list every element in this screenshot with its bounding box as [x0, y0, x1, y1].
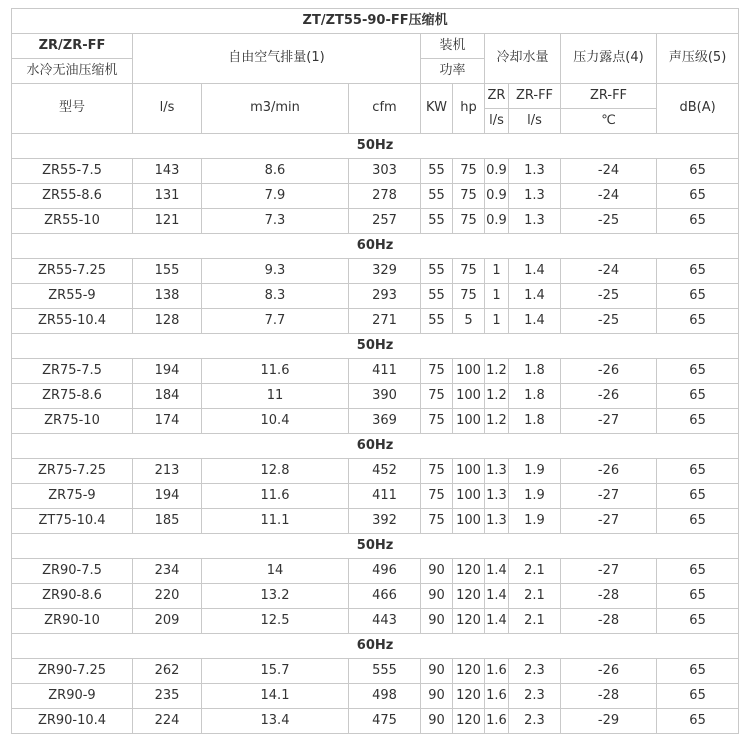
table-cell: 75 [421, 509, 453, 534]
table-row [12, 709, 739, 734]
table-cell: 209 [133, 609, 202, 634]
table-cell: 65 [657, 509, 739, 534]
table-cell: 1.6 [485, 684, 509, 709]
table-cell: 65 [657, 284, 739, 309]
table-cell: 329 [349, 259, 421, 284]
table-cell: 143 [133, 159, 202, 184]
table-cell: 100 [453, 384, 485, 409]
table-cell: 1.6 [485, 709, 509, 734]
db-col-header: dB(A) [657, 84, 739, 134]
table-cell: 11.1 [202, 509, 349, 534]
table-row [12, 384, 739, 409]
table-cell: 1.3 [509, 184, 561, 209]
table-cell: -25 [561, 209, 657, 234]
table-cell: 55 [421, 309, 453, 334]
table-cell: 1.4 [509, 309, 561, 334]
table-cell: 138 [133, 284, 202, 309]
table-cell: -26 [561, 659, 657, 684]
table-cell: 7.7 [202, 309, 349, 334]
zr-unit: l/s [485, 109, 509, 134]
table-cell: 1 [485, 259, 509, 284]
table-cell: ZR55-7.5 [12, 159, 133, 184]
table-cell: ZR90-9 [12, 684, 133, 709]
table-title: ZT/ZT55-90-FF压缩机 [12, 9, 739, 34]
table-cell: 100 [453, 509, 485, 534]
power-header-line1: 装机 [421, 34, 485, 59]
table-cell: 131 [133, 184, 202, 209]
kw-col-header: KW [421, 84, 453, 134]
table-cell: 1.4 [485, 584, 509, 609]
table-cell: 1.2 [485, 409, 509, 434]
table-cell: 278 [349, 184, 421, 209]
table-cell: 1.4 [485, 609, 509, 634]
table-cell: ZR90-7.5 [12, 559, 133, 584]
frequency-row [12, 634, 739, 659]
table-cell: 213 [133, 459, 202, 484]
table-cell: -25 [561, 284, 657, 309]
table-cell: 120 [453, 709, 485, 734]
table-cell: 262 [133, 659, 202, 684]
table-cell: 75 [421, 484, 453, 509]
table-cell: 184 [133, 384, 202, 409]
table-cell: 0.9 [485, 184, 509, 209]
table-row [12, 459, 739, 484]
frequency-label: 50Hz [12, 534, 739, 559]
model-col-header: 型号 [12, 84, 133, 134]
table-cell: 194 [133, 359, 202, 384]
header-row-2a [12, 84, 739, 109]
table-cell: ZR55-10 [12, 209, 133, 234]
table-cell: 55 [421, 184, 453, 209]
table-cell: 1.3 [509, 159, 561, 184]
table-cell: 475 [349, 709, 421, 734]
table-cell: 1.8 [509, 409, 561, 434]
table-cell: -26 [561, 384, 657, 409]
frequency-label: 60Hz [12, 234, 739, 259]
table-cell: 1.9 [509, 484, 561, 509]
table-cell: 11.6 [202, 484, 349, 509]
table-cell: 120 [453, 559, 485, 584]
table-cell: 55 [421, 259, 453, 284]
table-cell: 9.3 [202, 259, 349, 284]
table-cell: 303 [349, 159, 421, 184]
table-cell: 65 [657, 259, 739, 284]
table-cell: 90 [421, 559, 453, 584]
model-header-line2: 水冷无油压缩机 [12, 59, 133, 84]
frequency-row [12, 434, 739, 459]
table-cell: 1.4 [509, 259, 561, 284]
table-cell: ZR75-9 [12, 484, 133, 509]
table-cell: 1.3 [485, 484, 509, 509]
table-cell: 10.4 [202, 409, 349, 434]
table-cell: 224 [133, 709, 202, 734]
table-cell: 75 [421, 384, 453, 409]
table-cell: ZR55-9 [12, 284, 133, 309]
table-cell: -25 [561, 309, 657, 334]
table-cell: 496 [349, 559, 421, 584]
table-row [12, 359, 739, 384]
frequency-row [12, 534, 739, 559]
table-cell: 65 [657, 159, 739, 184]
table-cell: 75 [453, 159, 485, 184]
table-cell: 75 [421, 359, 453, 384]
table-row [12, 684, 739, 709]
table-cell: 120 [453, 659, 485, 684]
table-cell: 65 [657, 659, 739, 684]
table-cell: 100 [453, 409, 485, 434]
table-cell: 75 [453, 209, 485, 234]
table-cell: 411 [349, 359, 421, 384]
table-cell: 55 [421, 159, 453, 184]
table-cell: 65 [657, 459, 739, 484]
table-cell: 65 [657, 359, 739, 384]
header-row-1a [12, 34, 739, 59]
table-cell: 1.2 [485, 359, 509, 384]
table-cell: 2.3 [509, 684, 561, 709]
frequency-label: 50Hz [12, 134, 739, 159]
table-cell: ZR90-8.6 [12, 584, 133, 609]
table-cell: 390 [349, 384, 421, 409]
table-cell: 2.1 [509, 559, 561, 584]
table-cell: ZR75-10 [12, 409, 133, 434]
table-cell: 1.8 [509, 359, 561, 384]
pdp-zrff-col-header: ZR-FF [561, 84, 657, 109]
frequency-row [12, 234, 739, 259]
table-cell: ZT75-10.4 [12, 509, 133, 534]
table-cell: 75 [453, 259, 485, 284]
table-cell: -29 [561, 709, 657, 734]
table-cell: 1.4 [485, 559, 509, 584]
fad-header: 自由空气排量(1) [133, 34, 421, 84]
frequency-row [12, 334, 739, 359]
table-cell: -26 [561, 359, 657, 384]
table-cell: 392 [349, 509, 421, 534]
table-cell: 0.9 [485, 159, 509, 184]
table-cell: 257 [349, 209, 421, 234]
model-header-line1: ZR/ZR-FF [12, 34, 133, 59]
table-cell: 8.6 [202, 159, 349, 184]
table-row [12, 259, 739, 284]
frequency-label: 60Hz [12, 634, 739, 659]
table-cell: 235 [133, 684, 202, 709]
table-cell: 100 [453, 359, 485, 384]
table-cell: 11.6 [202, 359, 349, 384]
zr-col-header: ZR [485, 84, 509, 109]
frequency-row [12, 134, 739, 159]
table-cell: ZR55-7.25 [12, 259, 133, 284]
table-cell: 466 [349, 584, 421, 609]
cooling-header: 冷却水量 [485, 34, 561, 84]
power-header-line2: 功率 [421, 59, 485, 84]
table-cell: 5 [453, 309, 485, 334]
table-cell: 100 [453, 459, 485, 484]
table-cell: 55 [421, 209, 453, 234]
table-cell: 271 [349, 309, 421, 334]
table-row [12, 584, 739, 609]
table-cell: 185 [133, 509, 202, 534]
table-cell: 13.4 [202, 709, 349, 734]
pdp-unit: ℃ [561, 109, 657, 134]
table-cell: 75 [421, 459, 453, 484]
table-row [12, 309, 739, 334]
table-cell: 2.3 [509, 709, 561, 734]
table-cell: 75 [421, 409, 453, 434]
table-cell: 7.9 [202, 184, 349, 209]
table-cell: -27 [561, 559, 657, 584]
table-row [12, 184, 739, 209]
table-cell: 1.8 [509, 384, 561, 409]
table-cell: 12.8 [202, 459, 349, 484]
table-cell: 498 [349, 684, 421, 709]
cfm-col-header: cfm [349, 84, 421, 134]
table-cell: 194 [133, 484, 202, 509]
table-cell: 75 [453, 184, 485, 209]
table-cell: -28 [561, 609, 657, 634]
table-cell: 2.1 [509, 609, 561, 634]
table-cell: 65 [657, 584, 739, 609]
table-cell: 174 [133, 409, 202, 434]
table-cell: -27 [561, 484, 657, 509]
table-cell: -27 [561, 409, 657, 434]
table-cell: 1.3 [485, 509, 509, 534]
table-cell: ZR75-7.5 [12, 359, 133, 384]
table-cell: ZR55-10.4 [12, 309, 133, 334]
table-cell: ZR90-10.4 [12, 709, 133, 734]
table-cell: -27 [561, 509, 657, 534]
ls-col-header: l/s [133, 84, 202, 134]
table-cell: 155 [133, 259, 202, 284]
table-cell: 90 [421, 609, 453, 634]
table-cell: 2.1 [509, 584, 561, 609]
table-cell: 90 [421, 709, 453, 734]
table-cell: 65 [657, 684, 739, 709]
table-cell: 75 [453, 284, 485, 309]
table-cell: 234 [133, 559, 202, 584]
noise-header: 声压级(5) [657, 34, 739, 84]
table-cell: 14.1 [202, 684, 349, 709]
table-cell: 1.9 [509, 509, 561, 534]
table-cell: 443 [349, 609, 421, 634]
title-row [12, 9, 739, 34]
table-cell: 1 [485, 309, 509, 334]
table-row [12, 659, 739, 684]
table-row [12, 159, 739, 184]
table-cell: 90 [421, 584, 453, 609]
hp-col-header: hp [453, 84, 485, 134]
m3min-col-header: m3/min [202, 84, 349, 134]
table-cell: ZR90-10 [12, 609, 133, 634]
table-cell: 1.3 [509, 209, 561, 234]
table-cell: 65 [657, 409, 739, 434]
table-cell: 100 [453, 484, 485, 509]
zrff-col-header: ZR-FF [509, 84, 561, 109]
table-cell: 452 [349, 459, 421, 484]
table-cell: 293 [349, 284, 421, 309]
table-cell: 2.3 [509, 659, 561, 684]
table-cell: 65 [657, 309, 739, 334]
table-cell: ZR90-7.25 [12, 659, 133, 684]
table-cell: 555 [349, 659, 421, 684]
table-cell: -28 [561, 684, 657, 709]
table-cell: 15.7 [202, 659, 349, 684]
table-cell: 411 [349, 484, 421, 509]
table-cell: 1.9 [509, 459, 561, 484]
table-row [12, 559, 739, 584]
table-cell: 65 [657, 184, 739, 209]
table-cell: 120 [453, 684, 485, 709]
table-cell: 13.2 [202, 584, 349, 609]
spec-sheet [11, 8, 738, 734]
table-cell: 1.2 [485, 384, 509, 409]
table-cell: 1 [485, 284, 509, 309]
table-cell: 120 [453, 609, 485, 634]
table-cell: -24 [561, 259, 657, 284]
pdp-header: 压力露点(4) [561, 34, 657, 84]
table-cell: 65 [657, 484, 739, 509]
table-cell: 14 [202, 559, 349, 584]
table-cell: 90 [421, 684, 453, 709]
table-cell: 11 [202, 384, 349, 409]
table-row [12, 284, 739, 309]
table-cell: -24 [561, 159, 657, 184]
table-cell: 7.3 [202, 209, 349, 234]
table-cell: 0.9 [485, 209, 509, 234]
table-cell: 8.3 [202, 284, 349, 309]
table-cell: ZR75-7.25 [12, 459, 133, 484]
table-cell: 1.3 [485, 459, 509, 484]
zrff-unit: l/s [509, 109, 561, 134]
table-cell: 128 [133, 309, 202, 334]
table-cell: 12.5 [202, 609, 349, 634]
table-cell: 65 [657, 709, 739, 734]
table-cell: 65 [657, 609, 739, 634]
table-row [12, 484, 739, 509]
table-cell: 121 [133, 209, 202, 234]
frequency-label: 50Hz [12, 334, 739, 359]
table-row [12, 509, 739, 534]
table-cell: 65 [657, 559, 739, 584]
table-row [12, 609, 739, 634]
table-cell: 220 [133, 584, 202, 609]
table-cell: 1.6 [485, 659, 509, 684]
table-cell: 1.4 [509, 284, 561, 309]
table-cell: 369 [349, 409, 421, 434]
table-cell: 120 [453, 584, 485, 609]
table-cell: -26 [561, 459, 657, 484]
table-cell: ZR75-8.6 [12, 384, 133, 409]
table-body [12, 134, 739, 734]
table-cell: 90 [421, 659, 453, 684]
table-row [12, 209, 739, 234]
table-cell: 65 [657, 384, 739, 409]
table-cell: -28 [561, 584, 657, 609]
compressor-spec-table [11, 8, 739, 734]
table-cell: ZR55-8.6 [12, 184, 133, 209]
table-cell: 65 [657, 209, 739, 234]
table-row [12, 409, 739, 434]
table-cell: -24 [561, 184, 657, 209]
frequency-label: 60Hz [12, 434, 739, 459]
table-cell: 55 [421, 284, 453, 309]
